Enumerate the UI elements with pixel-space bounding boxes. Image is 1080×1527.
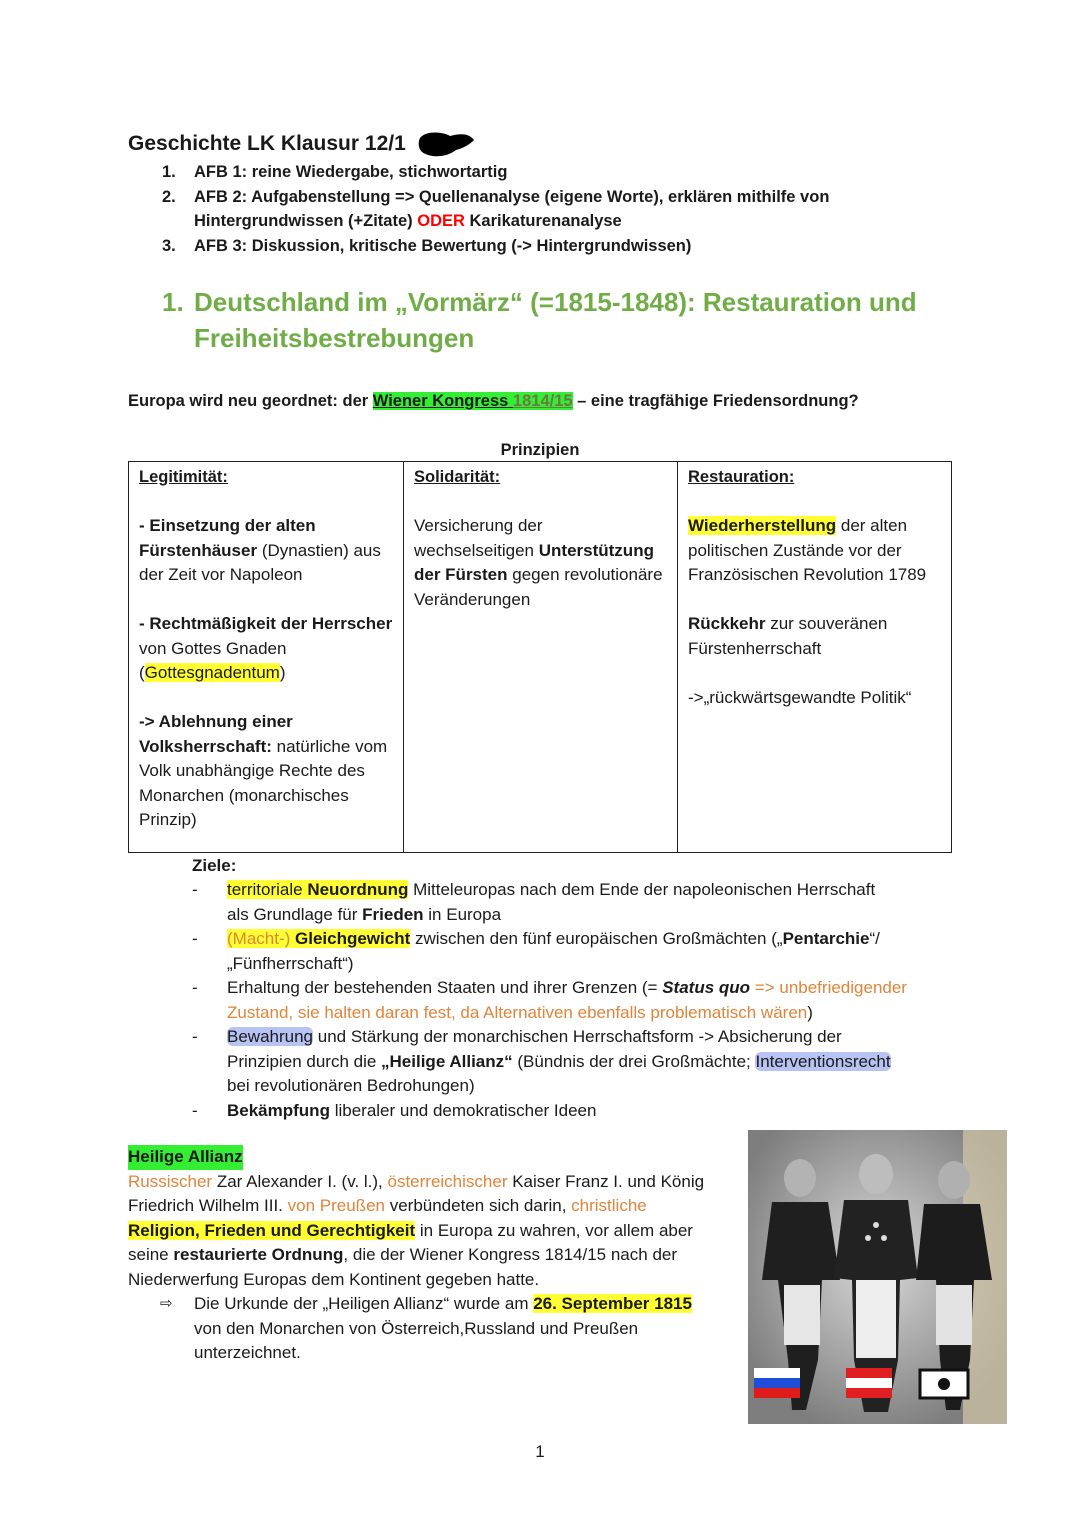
prussia-flag-icon <box>920 1370 968 1398</box>
table-caption: Prinzipien <box>500 441 580 459</box>
section-intro: Europa wird neu geordnet: der Wiener Kongress 1814/15 – eine tragfähige Friedensordnung? <box>128 392 859 410</box>
arrow-right-icon: ⇨ <box>160 1295 173 1312</box>
holy-alliance-illustration <box>748 1130 1007 1424</box>
austria-flag-icon <box>846 1368 892 1398</box>
document-title: Geschichte LK Klausur 12/1 <box>128 132 406 155</box>
column-solidaritaet: Solidarität: Versicherung der wechselseitigen Unterstützung der Fürsten gegen revolutionäre Veränderungen <box>403 462 677 852</box>
redaction-scribble <box>416 128 476 160</box>
goals-heading: Ziele: <box>192 856 237 875</box>
russia-flag-icon <box>754 1368 800 1398</box>
column-legitimitaet: Legitimität: - Einsetzung der alten Fürstenhäuser (Dynastien) aus der Zeit vor Napoleon - Rechtmäßigkeit der Herrscher von Gottes Gnaden (Gottesgnadentum) -> Ablehnung einer Volksherrschaft: natürliche vom Volk unabhängige Rechte des Monarchen (monarchisches Prinzip) <box>139 468 393 829</box>
column-restauration: Restauration: Wiederherstellung der alten politischen Zustände vor der Französischen Revolution 1789 Rückkehr zur souveränen Fürstenherrschaft ->„rückwärtsgewandte Politik“ <box>677 462 951 852</box>
holy-alliance-heading: Heilige Allianz <box>128 1145 243 1170</box>
principles-table <box>128 461 952 853</box>
afb-item-2: 2. AFB 2: Aufgabenstellung => Quellenanalyse (eigene Worte), erklären mithilfe von Hintergrundwissen (+Zitate) ODER Karikaturenanalyse <box>162 187 830 230</box>
page-number: 1 <box>535 1442 545 1461</box>
holy-alliance-section: Heilige Allianz Russischer Zar Alexander I. (v. l.), österreichischer Kaiser Franz I. und König Friedrich Wilhelm III. von Preußen verbündeten sich darin, christliche Religion, Frieden und Gerechtigkeit in Europa zu wahren, vor allem aber seine restaurierte Ordnung, die der Wiener Kongress 1814/15 nach der Niederwerfung Europas dem Kontinent gegeben hatte. <box>128 1147 705 1289</box>
